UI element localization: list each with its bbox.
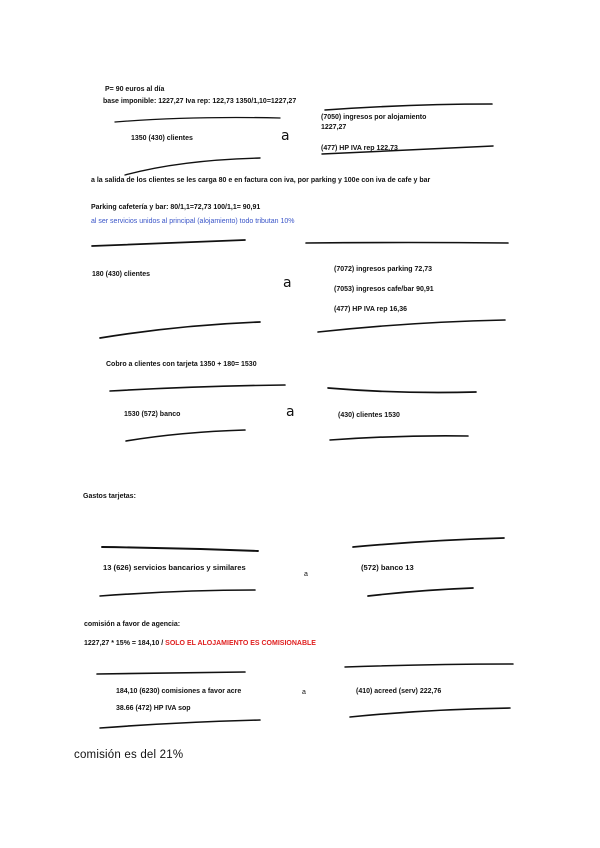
stroke xyxy=(100,590,255,596)
connector-a: a xyxy=(302,689,306,696)
stroke xyxy=(102,547,258,551)
stroke xyxy=(368,588,473,596)
gastos-credit: (572) banco 13 xyxy=(361,563,414,572)
entry2-credit2: (7053) ingresos cafe/bar 90,91 xyxy=(334,286,434,293)
stroke xyxy=(97,672,245,674)
entry1-credit1: (7050) ingresos por alojamiento xyxy=(321,114,427,121)
stroke xyxy=(345,664,513,667)
parking-calc: Parking cafetería y bar: 80/1,1=72,73 100/1,1= 90,91 xyxy=(91,204,261,211)
stroke xyxy=(115,118,280,123)
stroke xyxy=(306,243,508,244)
comision-debit2: 38.66 (472) HP IVA sop xyxy=(116,705,191,712)
footer-note: comisión es del 21% xyxy=(74,749,184,761)
gastos-debit: 13 (626) servicios bancarios y similares xyxy=(103,563,246,572)
stroke xyxy=(328,388,476,393)
price-line: P= 90 euros al día xyxy=(105,86,165,93)
connector-a: a xyxy=(283,275,292,291)
stroke xyxy=(353,538,504,547)
stroke xyxy=(350,708,510,717)
connector-a: a xyxy=(286,404,295,420)
entry1-credit2: (477) HP IVA rep 122,73 xyxy=(321,145,398,152)
comision-calc: 1227,27 * 15% = 184,10 / xyxy=(84,640,164,647)
cobro-title: Cobro a clientes con tarjeta 1350 + 180= 1530 xyxy=(106,361,257,368)
entry2-credit3: (477) HP IVA rep 16,36 xyxy=(334,306,408,313)
stroke xyxy=(100,322,260,338)
stroke xyxy=(100,720,260,728)
entry1-credit1-amount: 1227,27 xyxy=(321,124,347,131)
gastos-title: Gastos tarjetas: xyxy=(83,493,136,500)
stroke xyxy=(126,430,245,441)
note-salida: a la salida de los clientes se les carga 80 e en factura con iva, por parking y 100e con iva de cafe y bar xyxy=(91,177,431,184)
stroke xyxy=(330,436,468,440)
entry2-debit: 180 (430) clientes xyxy=(92,271,150,278)
comision-calc-red: SOLO EL ALOJAMIENTO ES COMISIONABLE xyxy=(165,640,316,647)
cobro-credit: (430) clientes 1530 xyxy=(338,412,400,419)
comision-debit1: 184,10 (6230) comisiones a favor acre xyxy=(116,688,242,695)
comision-calc-line xyxy=(84,640,316,647)
entry1-debit: 1350 (430) clientes xyxy=(131,135,193,142)
entry2-credit1: (7072) ingresos parking 72,73 xyxy=(334,266,433,273)
stroke xyxy=(125,158,260,175)
stroke xyxy=(325,104,492,110)
comision-title: comisión a favor de agencia: xyxy=(84,621,181,628)
stroke xyxy=(92,240,245,246)
parking-note: al ser servicios unidos al principal (alojamiento) todo tributan 10% xyxy=(91,218,295,225)
stroke xyxy=(110,385,285,391)
stroke xyxy=(318,320,505,332)
connector-a: a xyxy=(304,571,308,578)
connector-a: a xyxy=(281,128,290,144)
cobro-debit: 1530 (572) banco xyxy=(124,411,181,418)
comision-credit: (410) acreed (serv) 222,76 xyxy=(356,688,442,695)
base-line: base imponible: 1227,27 Iva rep: 122,73 1350/1,10=1227,27 xyxy=(103,98,297,105)
